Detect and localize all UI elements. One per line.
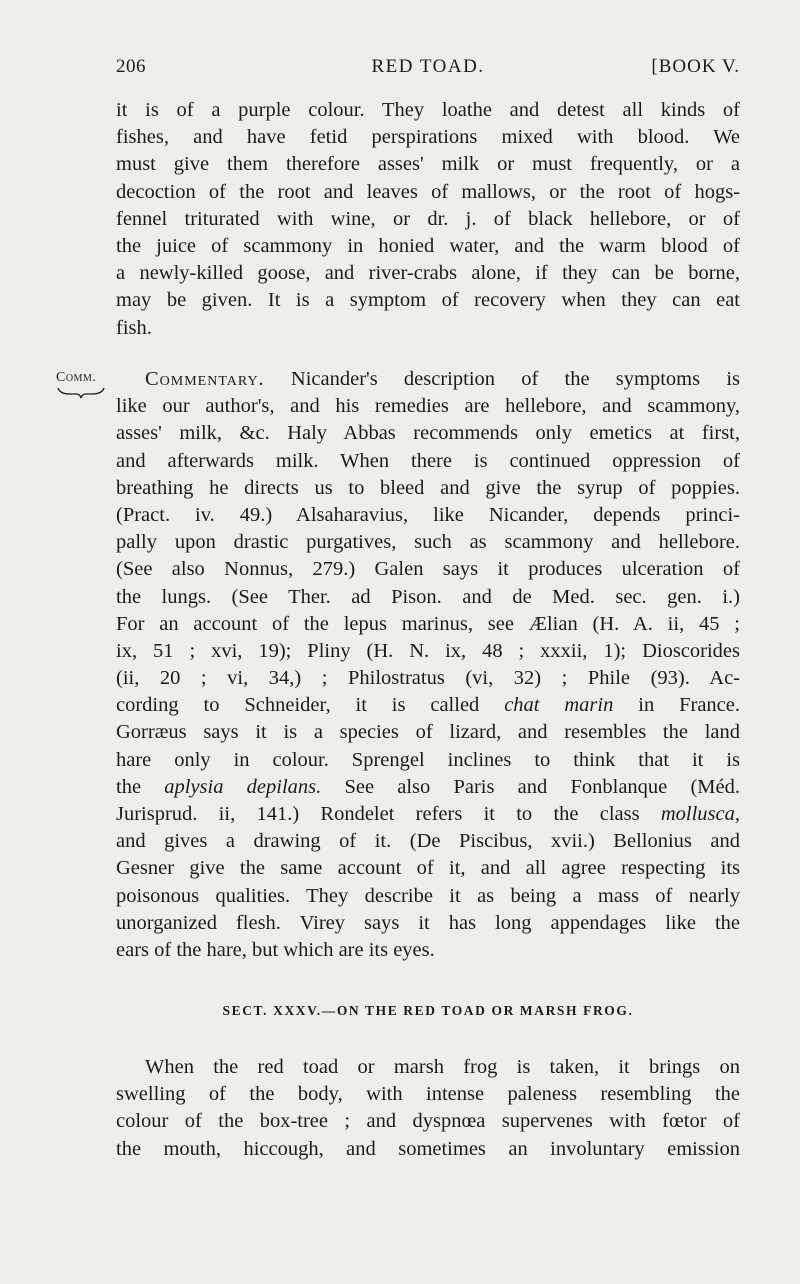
text-line: (Pract. iv. 49.) Alsaharavius, like Nicander, depends princi- [116,503,740,526]
text-line: like our author's, and his remedies are hellebore, and scammony, [116,395,740,418]
text-line: swelling of the body, with intense paleness resembling the [116,1083,740,1106]
running-head [116,56,740,84]
text-line: and gives a drawing of it. (De Piscibus, xvii.) Bellonius and [116,830,740,853]
text-run: Jurisprud. ii, 141.) Rondelet refers it to the class [116,803,661,825]
text-line: unorganized flesh. Virey says it has long appendages like the [116,911,740,934]
text-line: pally upon drastic purgatives, such as scammony and hellebore. [116,531,740,554]
text-run: cording to Schneider, it is called [116,694,505,717]
text-line: colour of the box-tree ; and dyspnœa supervenes with fœtor of [116,1110,740,1133]
top-paragraph [116,97,740,342]
commentary-first-line [116,366,740,393]
section-paragraph [116,1054,740,1163]
text-run: See also Paris and Fonblanque (Méd. [321,775,740,798]
text-run: in France. [613,694,740,717]
text-line: Gesner give the same account of it, and all agree respecting its [116,857,740,880]
text-line: must give them therefore asses' milk or must frequently, or a [116,153,740,176]
text-line: fennel triturated with wine, or dr. j. of black hellebore, or of [116,207,740,230]
text-run: the [116,775,165,798]
italic-term: mollusca, [660,803,740,825]
margin-note: Comm. [56,370,97,385]
text-line: fishes, and have fetid perspirations mixed with blood. We [116,126,740,149]
text-line: the mouth, hiccough, and sometimes an involuntary emission [116,1137,740,1160]
text-line: and afterwards milk. When there is continued oppression of [116,449,740,472]
text-line: ears of the hare, but which are its eyes. [116,938,435,961]
text-line: Gorræus says it is a species of lizard, and resembles the land [116,721,740,744]
text-line: ix, 51 ; xvi, 19); Pliny (H. N. ix, 48 ; xxxii, 1); Dioscorides [116,639,740,662]
text-line: (ii, 20 ; vi, 34,) ; Philostratus (vi, 32) ; Phile (93). Ac- [116,667,740,690]
text-line [116,774,740,801]
text-line: asses' milk, &c. Haly Abbas recommends only emetics at first, [116,422,740,445]
commentary [116,366,740,964]
text-line: the juice of scammony in honied water, and the warm blood of [116,234,740,257]
italic-term: chat marin [504,694,614,717]
text-line: When the red toad or marsh frog is taken, it brings on [145,1056,740,1078]
text-line: hare only in colour. Sprengel inclines to think that it is [116,748,740,771]
text-line: poisonous qualities. They describe it as being a mass of nearly [116,884,740,907]
italic-term: aplysia depilans. [164,775,322,798]
text-line: a newly-killed goose, and river-crabs alone, if they can be borne, [116,262,740,285]
text-line: decoction of the root and leaves of mallows, or the root of hogs- [116,180,740,203]
page-number: 206 [116,56,146,77]
text-line: may be given. It is a symptom of recovery when they can eat [116,289,740,312]
book-marker: [BOOK V. [651,56,740,77]
text-line: it is of a purple colour. They loathe and detest all kinds of [116,99,740,121]
text-line: breathing he directs us to bleed and give the syrup of poppies. [116,476,740,499]
text-line: the lungs. (See Ther. ad Pison. and de Med. sec. gen. i.) [116,585,740,608]
text-line [116,692,740,719]
commentary-first-text: Nicander's description of the symptoms is [264,368,740,390]
text-line: For an account of the lepus marinus, see Ælian (H. A. ii, 45 ; [116,612,740,635]
section-heading: SECT. XXXV.—ON THE RED TOAD OR MARSH FROG. [222,1003,634,1018]
text-line: fish. [116,316,152,339]
running-title: RED TOAD. [371,56,485,77]
margin-brace-icon [56,386,106,400]
commentary-label: Commentary. [145,368,265,390]
text-line [116,801,740,828]
text-line: (See also Nonnus, 279.) Galen says it produces ulceration of [116,558,740,581]
